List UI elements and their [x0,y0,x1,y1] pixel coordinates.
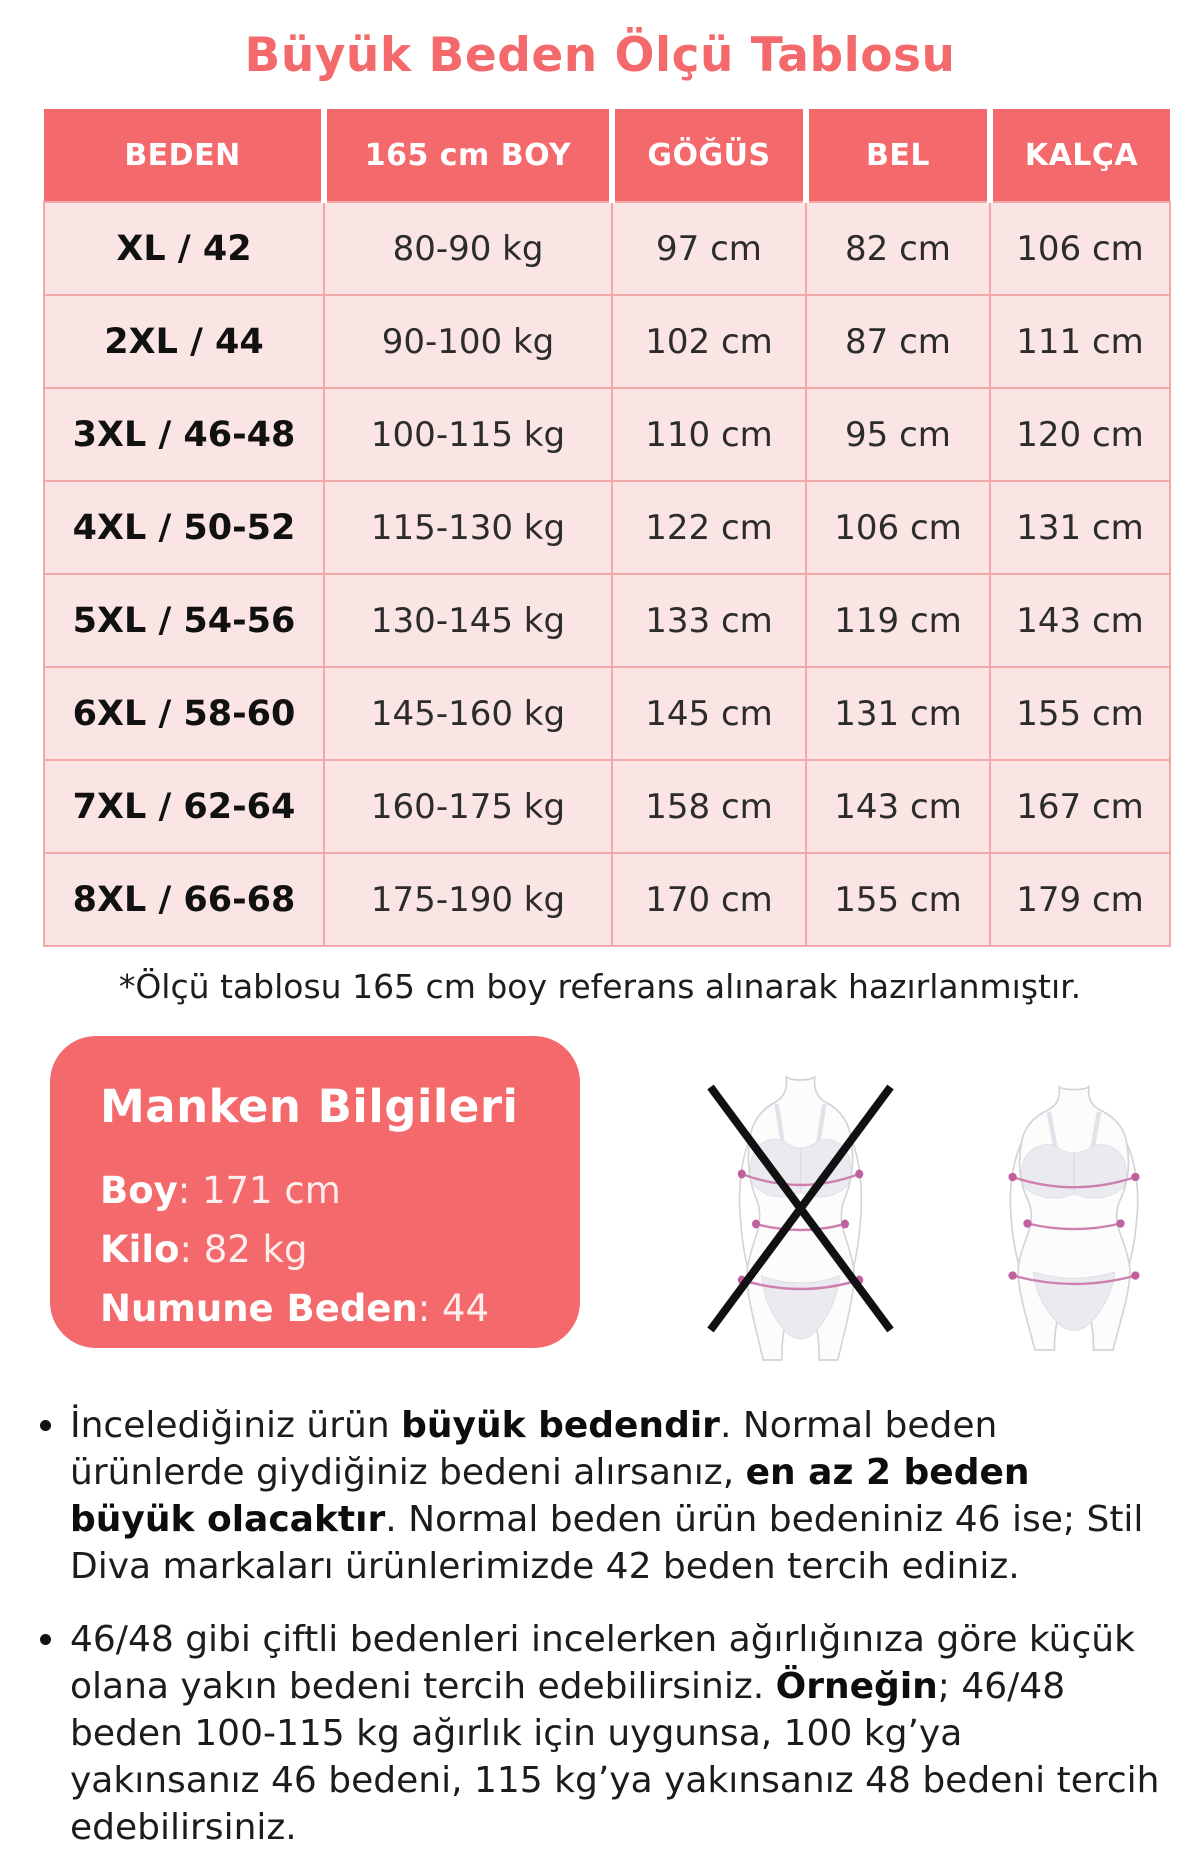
size-cell-value: 131 cm [990,481,1170,574]
notes-list [40,1402,1160,1851]
col-header-kalca: KALÇA [990,109,1170,202]
size-table-row [44,295,1170,388]
col-header-boy: 165 cm BOY [324,109,612,202]
model-info-value: : 171 cm [177,1169,341,1212]
col-header-beden: BEDEN [44,109,324,202]
size-cell-label: 2XL / 44 [44,295,324,388]
size-cell-value: 160-175 kg [324,760,612,853]
note-text: 46/48 gibi çiftli bedenleri incelerken ağırlığınıza göre küçük olana yakın bedeni tercih edebilirsiniz. [70,1619,1135,1707]
size-table-row [44,853,1170,946]
page-title: Büyük Beden Ölçü Tablosu [244,28,956,83]
model-info-card [50,1036,580,1348]
size-table-row [44,667,1170,760]
note-item [40,1616,1160,1851]
size-table-row [44,760,1170,853]
size-cell-value: 155 cm [806,853,990,946]
size-cell-value: 179 cm [990,853,1170,946]
size-cell-value: 143 cm [990,574,1170,667]
model-info-item [100,1169,550,1212]
note-text-bold: en az 2 beden büyük olacaktır [70,1452,1030,1540]
size-cell-value: 120 cm [990,388,1170,481]
size-cell-value: 87 cm [806,295,990,388]
size-table-header [44,109,1170,202]
size-table-row [44,481,1170,574]
size-cell-value: 131 cm [806,667,990,760]
body-figure-wrong [698,1072,903,1362]
size-cell-value: 115-130 kg [324,481,612,574]
size-cell-value: 155 cm [990,667,1170,760]
size-cell-value: 110 cm [612,388,806,481]
size-cell-label: 7XL / 62-64 [44,760,324,853]
size-cell-value: 122 cm [612,481,806,574]
body-figures [698,1036,1167,1362]
size-cell-value: 102 cm [612,295,806,388]
col-header-gogus: GÖĞÜS [612,109,806,202]
size-cell-label: 4XL / 50-52 [44,481,324,574]
note-text: İncelediğiniz ürün [70,1405,402,1446]
size-cell-value: 133 cm [612,574,806,667]
size-cell-value: 111 cm [990,295,1170,388]
size-cell-value: 119 cm [806,574,990,667]
size-cell-value: 97 cm [612,202,806,295]
model-info-value: : 44 [417,1287,490,1330]
size-cell-value: 145 cm [612,667,806,760]
note-text: . Normal beden ürün bedeniniz 46 ise; Stil Diva markaları ürünlerimizde 42 beden tercih ediniz. [70,1499,1144,1587]
size-cell-value: 106 cm [806,481,990,574]
model-info-row [50,1036,1200,1362]
size-cell-value: 90-100 kg [324,295,612,388]
model-info-label: Kilo [100,1228,180,1271]
note-item [40,1402,1160,1590]
table-footnote: *Ölçü tablosu 165 cm boy referans alınarak hazırlanmıştır. [118,967,1082,1006]
size-table-body [44,202,1170,946]
size-cell-label: 8XL / 66-68 [44,853,324,946]
size-cell-label: 5XL / 54-56 [44,574,324,667]
note-text-bold: büyük bedendir [401,1405,720,1446]
size-cell-value: 167 cm [990,760,1170,853]
model-info-value: : 82 kg [179,1228,308,1271]
size-cell-value: 145-160 kg [324,667,612,760]
size-cell-value: 82 cm [806,202,990,295]
size-table-row [44,388,1170,481]
size-cell-value: 143 cm [806,760,990,853]
model-info-item [100,1228,550,1271]
model-info-item [100,1287,550,1330]
size-cell-label: 3XL / 46-48 [44,388,324,481]
size-cell-value: 130-145 kg [324,574,612,667]
size-cell-value: 80-90 kg [324,202,612,295]
size-cell-label: XL / 42 [44,202,324,295]
model-info-label: Boy [100,1169,178,1212]
note-text: ; 46/48 beden 100-115 kg ağırlık için uygunsa, 100 kg’ya yakınsanız 46 bedeni, 115 kg’ya yakınsanız 48 bedeni tercih edebilirsiniz. [70,1666,1160,1848]
note-text: . Normal beden ürünlerde giydiğiniz bedeni alırsanız, [70,1405,998,1493]
size-cell-value: 175-190 kg [324,853,612,946]
size-table [43,109,1171,947]
size-cell-label: 6XL / 58-60 [44,667,324,760]
size-cell-value: 106 cm [990,202,1170,295]
body-figure-correct [981,1072,1167,1362]
size-cell-value: 158 cm [612,760,806,853]
note-text-bold: Örneğin [775,1666,938,1707]
size-cell-value: 95 cm [806,388,990,481]
size-guide-page [0,28,1200,1848]
model-info-list [100,1169,550,1330]
size-cell-value: 170 cm [612,853,806,946]
col-header-bel: BEL [806,109,990,202]
size-table-row [44,202,1170,295]
size-table-row [44,574,1170,667]
model-info-title: Manken Bilgileri [100,1080,519,1133]
size-cell-value: 100-115 kg [324,388,612,481]
model-info-label: Numune Beden [100,1287,418,1330]
